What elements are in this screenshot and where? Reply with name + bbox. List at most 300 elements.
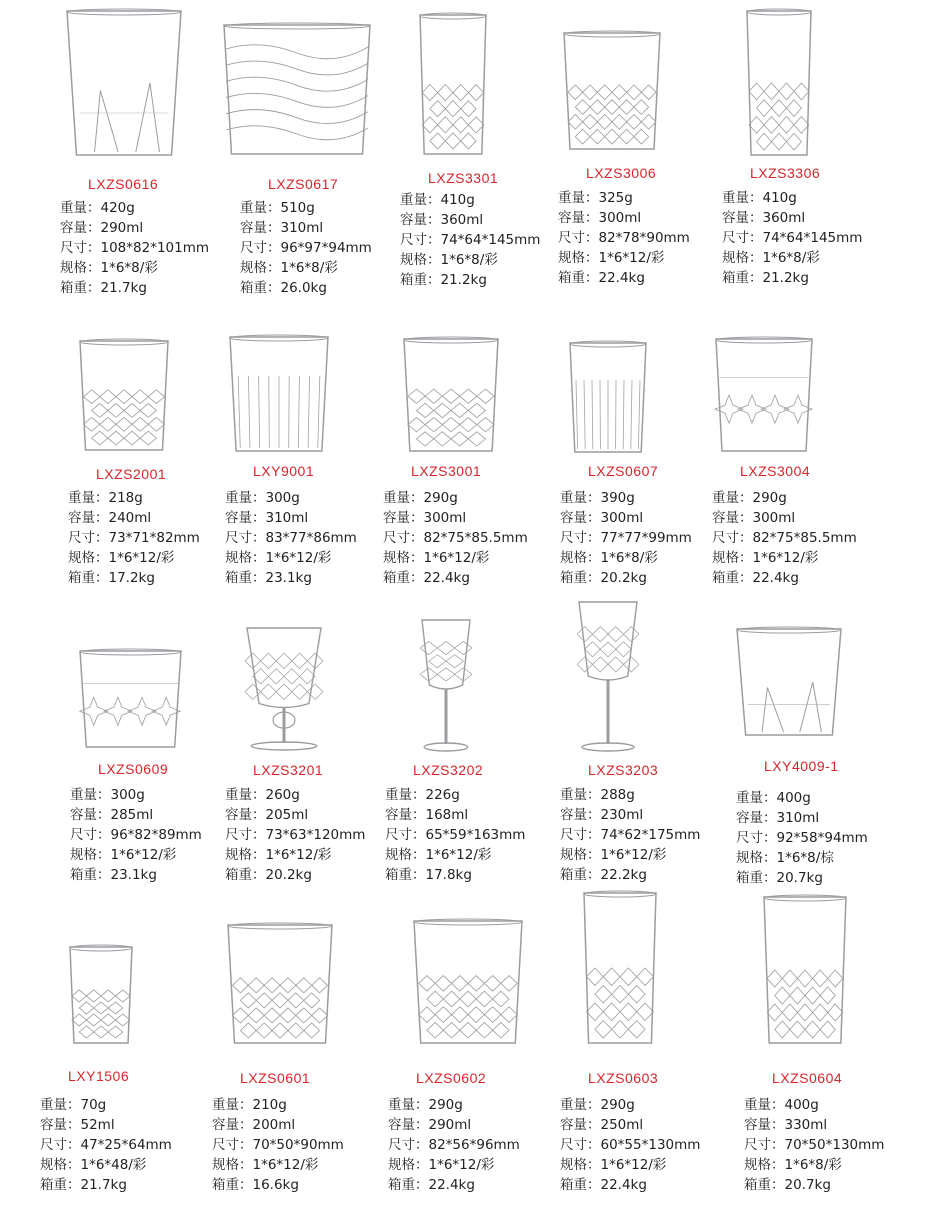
spec-value: 22.2kg	[600, 867, 647, 883]
spec-label: 规格：	[736, 850, 777, 866]
star-glass-image	[714, 336, 814, 454]
spec-label: 尺寸：	[558, 230, 599, 246]
spec-value: 1*6*8/棕	[776, 850, 834, 866]
product-code: LXZS0602	[416, 1070, 487, 1086]
spec-label: 重量：	[560, 490, 601, 506]
spec-pack	[744, 1155, 884, 1175]
diamond-glass-image	[562, 30, 662, 152]
spec-volume	[722, 208, 862, 228]
spec-label: 尺寸：	[68, 530, 109, 546]
spec-value: 290g	[600, 1097, 635, 1113]
spec-value: 210g	[252, 1097, 287, 1113]
spec-label: 规格：	[388, 1157, 429, 1173]
spec-label: 尺寸：	[40, 1137, 81, 1153]
spec-label: 重量：	[712, 490, 753, 506]
spec-value: 20.7kg	[784, 1177, 831, 1193]
spec-value: 218g	[108, 490, 143, 506]
product-code: LXY1506	[68, 1068, 130, 1084]
fluted-glass-image	[228, 334, 330, 454]
spec-list	[560, 1095, 700, 1195]
product-code: LXZS0604	[772, 1070, 843, 1086]
spec-label: 规格：	[385, 847, 426, 863]
spec-label: 尺寸：	[60, 240, 101, 256]
spec-label: 尺寸：	[385, 827, 426, 843]
spec-pack	[388, 1155, 520, 1175]
spec-list	[40, 1095, 172, 1195]
spec-carton	[225, 865, 365, 885]
spec-weight	[388, 1095, 520, 1115]
spec-size	[212, 1135, 344, 1155]
spec-label: 尺寸：	[225, 827, 266, 843]
spec-label: 箱重：	[558, 270, 599, 286]
spec-list	[744, 1095, 884, 1195]
spec-size	[400, 230, 540, 250]
spec-carton	[560, 865, 700, 885]
spec-value: 82*78*90mm	[598, 230, 690, 246]
spec-value: 1*6*12/彩	[752, 550, 819, 566]
spec-label: 尺寸：	[560, 1137, 601, 1153]
spec-label: 规格：	[400, 252, 441, 268]
product-code: LXZS2001	[96, 466, 167, 482]
spec-size	[60, 238, 209, 258]
spec-label: 重量：	[736, 790, 777, 806]
spec-label: 容量：	[70, 807, 111, 823]
spec-label: 重量：	[240, 200, 281, 216]
product-code: LXY9001	[253, 463, 315, 479]
wine-glass-image	[420, 618, 472, 752]
spec-value: 230ml	[600, 807, 644, 823]
spec-carton	[70, 865, 202, 885]
spec-carton	[225, 568, 357, 588]
spec-list	[722, 188, 862, 288]
spec-pack	[560, 548, 692, 568]
spec-label: 箱重：	[744, 1177, 785, 1193]
spec-list	[388, 1095, 520, 1195]
product-code: LXZS3203	[588, 762, 659, 778]
spec-carton	[712, 568, 857, 588]
product-code: LXZS0609	[98, 761, 169, 777]
spec-value: 74*62*175mm	[600, 827, 701, 843]
spec-size	[225, 825, 365, 845]
product-code: LXZS0603	[588, 1070, 659, 1086]
spec-list	[385, 785, 525, 885]
spec-pack	[560, 845, 700, 865]
spec-size	[560, 528, 692, 548]
spec-label: 规格：	[722, 250, 763, 266]
spec-list	[736, 788, 868, 888]
product-code: LXZS0607	[588, 463, 659, 479]
spec-label: 容量：	[385, 807, 426, 823]
spec-label: 箱重：	[225, 867, 266, 883]
spec-label: 容量：	[560, 1117, 601, 1133]
spec-list	[712, 488, 857, 588]
spec-label: 箱重：	[560, 867, 601, 883]
spec-list	[558, 188, 690, 288]
spec-label: 规格：	[240, 260, 281, 276]
spec-weight	[736, 788, 868, 808]
spec-value: 260g	[265, 787, 300, 803]
spec-value: 410g	[762, 190, 797, 206]
spec-value: 77*77*99mm	[600, 530, 692, 546]
spec-list	[240, 198, 372, 298]
spec-list	[225, 488, 357, 588]
spec-value: 21.2kg	[762, 270, 809, 286]
spec-label: 尺寸：	[736, 830, 777, 846]
spec-label: 容量：	[388, 1117, 429, 1133]
spec-weight	[560, 785, 700, 805]
spec-size	[736, 828, 868, 848]
spec-label: 规格：	[40, 1157, 81, 1173]
spec-label: 箱重：	[240, 280, 281, 296]
spec-label: 容量：	[558, 210, 599, 226]
spec-label: 容量：	[400, 212, 441, 228]
diamond-glass-image	[78, 338, 170, 453]
spec-weight	[383, 488, 528, 508]
spec-volume	[744, 1115, 884, 1135]
spec-carton	[558, 268, 690, 288]
fluted-glass-image	[568, 340, 648, 455]
spec-weight	[240, 198, 372, 218]
spec-label: 容量：	[560, 510, 601, 526]
spec-size	[722, 228, 862, 248]
spec-value: 400g	[784, 1097, 819, 1113]
spec-label: 重量：	[225, 787, 266, 803]
spec-label: 规格：	[383, 550, 424, 566]
spec-value: 22.4kg	[428, 1177, 475, 1193]
spec-value: 26.0kg	[280, 280, 327, 296]
spec-value: 70*50*130mm	[784, 1137, 885, 1153]
tall-diamond-glass-image	[762, 894, 848, 1046]
spec-label: 容量：	[240, 220, 281, 236]
spec-carton	[722, 268, 862, 288]
spec-value: 288g	[600, 787, 635, 803]
spec-value: 1*6*12/彩	[110, 847, 177, 863]
spec-size	[388, 1135, 520, 1155]
spec-label: 规格：	[560, 847, 601, 863]
product-code: LXZS3001	[411, 463, 482, 479]
spec-list	[68, 488, 200, 588]
spec-label: 尺寸：	[744, 1137, 785, 1153]
spec-label: 规格：	[212, 1157, 253, 1173]
tall-diamond-glass-image	[745, 8, 813, 158]
spec-label: 容量：	[225, 510, 266, 526]
spec-volume	[560, 1115, 700, 1135]
spec-value: 22.4kg	[752, 570, 799, 586]
spec-label: 容量：	[60, 220, 101, 236]
spec-value: 21.7kg	[80, 1177, 127, 1193]
spec-value: 74*64*145mm	[440, 232, 541, 248]
spec-value: 420g	[100, 200, 135, 216]
spec-value: 310ml	[776, 810, 820, 826]
spec-size	[712, 528, 857, 548]
spec-list	[225, 785, 365, 885]
spec-size	[225, 528, 357, 548]
spec-value: 300ml	[600, 510, 644, 526]
spec-label: 重量：	[388, 1097, 429, 1113]
spec-value: 20.2kg	[600, 570, 647, 586]
product-code: LXZS3202	[413, 762, 484, 778]
spec-weight	[560, 1095, 700, 1115]
spec-label: 规格：	[744, 1157, 785, 1173]
spec-pack	[400, 250, 540, 270]
spec-label: 重量：	[558, 190, 599, 206]
spec-value: 240ml	[108, 510, 152, 526]
spec-pack	[240, 258, 372, 278]
spec-value: 73*71*82mm	[108, 530, 200, 546]
spec-value: 96*97*94mm	[280, 240, 372, 256]
product-code: LXZS0616	[88, 176, 159, 192]
spec-value: 96*82*89mm	[110, 827, 202, 843]
spec-pack	[225, 548, 357, 568]
spec-weight	[68, 488, 200, 508]
spec-value: 47*25*64mm	[80, 1137, 172, 1153]
spec-value: 1*6*8/彩	[784, 1157, 842, 1173]
spec-size	[383, 528, 528, 548]
spec-value: 325g	[598, 190, 633, 206]
spec-pack	[712, 548, 857, 568]
diamond-glass-image	[226, 922, 334, 1046]
spec-volume	[560, 508, 692, 528]
spec-label: 重量：	[400, 192, 441, 208]
spec-value: 108*82*101mm	[100, 240, 210, 256]
spec-pack	[40, 1155, 172, 1175]
spec-weight	[212, 1095, 344, 1115]
wine-glass-image	[577, 600, 639, 752]
spec-size	[560, 825, 700, 845]
product-code: LXZS0617	[268, 176, 339, 192]
spec-volume	[388, 1115, 520, 1135]
spec-label: 重量：	[744, 1097, 785, 1113]
spec-label: 规格：	[558, 250, 599, 266]
spec-volume	[70, 805, 202, 825]
spec-pack	[60, 258, 209, 278]
spec-label: 尺寸：	[722, 230, 763, 246]
spec-value: 510g	[280, 200, 315, 216]
spec-label: 规格：	[225, 550, 266, 566]
spec-label: 箱重：	[736, 870, 777, 886]
spec-size	[385, 825, 525, 845]
spec-value: 22.4kg	[423, 570, 470, 586]
spec-volume	[712, 508, 857, 528]
spec-value: 92*58*94mm	[776, 830, 868, 846]
spec-carton	[68, 568, 200, 588]
spec-size	[70, 825, 202, 845]
spec-carton	[388, 1175, 520, 1195]
spec-value: 410g	[440, 192, 475, 208]
spec-value: 1*6*12/彩	[598, 250, 665, 266]
spec-carton	[560, 568, 692, 588]
spec-value: 290g	[423, 490, 458, 506]
spec-value: 1*6*12/彩	[600, 1157, 667, 1173]
spec-value: 21.2kg	[440, 272, 487, 288]
spec-weight	[400, 190, 540, 210]
spec-label: 重量：	[212, 1097, 253, 1113]
spec-value: 1*6*8/彩	[100, 260, 158, 276]
spec-carton	[60, 278, 209, 298]
spec-value: 20.2kg	[265, 867, 312, 883]
spec-label: 尺寸：	[70, 827, 111, 843]
spec-value: 290ml	[100, 220, 144, 236]
spec-label: 重量：	[383, 490, 424, 506]
spec-size	[68, 528, 200, 548]
spec-value: 1*6*12/彩	[265, 550, 332, 566]
spec-value: 400g	[776, 790, 811, 806]
spec-label: 箱重：	[560, 1177, 601, 1193]
spec-label: 重量：	[385, 787, 426, 803]
rock-glass-image	[735, 626, 843, 738]
spec-label: 尺寸：	[560, 530, 601, 546]
spec-weight	[60, 198, 209, 218]
spec-volume	[736, 808, 868, 828]
spec-value: 226g	[425, 787, 460, 803]
spec-size	[40, 1135, 172, 1155]
spec-volume	[212, 1115, 344, 1135]
spec-value: 310ml	[265, 510, 309, 526]
spec-value: 82*75*85.5mm	[752, 530, 857, 546]
spec-value: 250ml	[600, 1117, 644, 1133]
spec-value: 1*6*8/彩	[280, 260, 338, 276]
spec-value: 16.6kg	[252, 1177, 299, 1193]
spec-label: 容量：	[722, 210, 763, 226]
spec-list	[400, 190, 540, 290]
spec-label: 箱重：	[212, 1177, 253, 1193]
spec-label: 箱重：	[68, 570, 109, 586]
rock-glass-image	[65, 8, 183, 158]
product-code: LXZS3301	[428, 170, 499, 186]
spec-value: 1*6*8/彩	[600, 550, 658, 566]
spec-value: 1*6*8/彩	[762, 250, 820, 266]
spec-list	[70, 785, 202, 885]
spec-carton	[383, 568, 528, 588]
spec-label: 尺寸：	[212, 1137, 253, 1153]
spec-value: 73*63*120mm	[265, 827, 366, 843]
spec-label: 箱重：	[385, 867, 426, 883]
spec-label: 规格：	[225, 847, 266, 863]
spec-label: 箱重：	[712, 570, 753, 586]
spec-value: 360ml	[440, 212, 484, 228]
spec-label: 尺寸：	[383, 530, 424, 546]
spec-value: 300ml	[598, 210, 642, 226]
product-code: LXY4009-1	[764, 758, 839, 774]
spec-value: 200ml	[252, 1117, 296, 1133]
spec-value: 168ml	[425, 807, 469, 823]
spec-label: 重量：	[225, 490, 266, 506]
spec-value: 22.4kg	[598, 270, 645, 286]
spec-pack	[68, 548, 200, 568]
spec-value: 70g	[80, 1097, 107, 1113]
spec-value: 22.4kg	[600, 1177, 647, 1193]
spec-value: 82*56*96mm	[428, 1137, 520, 1153]
spec-volume	[558, 208, 690, 228]
spec-label: 容量：	[40, 1117, 81, 1133]
goblet-glass-image	[245, 626, 323, 751]
spec-label: 箱重：	[70, 867, 111, 883]
spec-value: 20.7kg	[776, 870, 823, 886]
spec-volume	[68, 508, 200, 528]
spec-value: 360ml	[762, 210, 806, 226]
spec-weight	[722, 188, 862, 208]
spec-volume	[40, 1115, 172, 1135]
spec-label: 尺寸：	[225, 530, 266, 546]
spec-label: 箱重：	[400, 272, 441, 288]
spec-list	[560, 785, 700, 885]
spec-value: 330ml	[784, 1117, 828, 1133]
spec-value: 300g	[265, 490, 300, 506]
star-glass-image	[78, 648, 183, 750]
spec-size	[744, 1135, 884, 1155]
spec-label: 容量：	[68, 510, 109, 526]
spec-weight	[225, 488, 357, 508]
spec-carton	[400, 270, 540, 290]
tall-diamond-glass-image	[418, 12, 488, 157]
spec-label: 重量：	[560, 787, 601, 803]
spec-size	[558, 228, 690, 248]
spec-value: 83*77*86mm	[265, 530, 357, 546]
spec-label: 箱重：	[388, 1177, 429, 1193]
spec-value: 1*6*12/彩	[265, 847, 332, 863]
spec-value: 17.8kg	[425, 867, 472, 883]
spec-carton	[560, 1175, 700, 1195]
spec-weight	[560, 488, 692, 508]
spec-weight	[40, 1095, 172, 1115]
spec-pack	[736, 848, 868, 868]
spec-label: 容量：	[712, 510, 753, 526]
spec-volume	[60, 218, 209, 238]
spec-label: 规格：	[560, 1157, 601, 1173]
spec-label: 尺寸：	[400, 232, 441, 248]
spec-label: 尺寸：	[240, 240, 281, 256]
spec-pack	[722, 248, 862, 268]
spec-volume	[225, 508, 357, 528]
spec-pack	[560, 1155, 700, 1175]
spec-label: 重量：	[40, 1097, 81, 1113]
spec-weight	[558, 188, 690, 208]
spec-pack	[383, 548, 528, 568]
spec-value: 1*6*8/彩	[440, 252, 498, 268]
spec-value: 82*75*85.5mm	[423, 530, 528, 546]
spec-label: 规格：	[60, 260, 101, 276]
spec-value: 65*59*163mm	[425, 827, 526, 843]
spec-volume	[225, 805, 365, 825]
spec-value: 310ml	[280, 220, 324, 236]
spec-value: 74*64*145mm	[762, 230, 863, 246]
spec-pack	[70, 845, 202, 865]
spec-value: 390g	[600, 490, 635, 506]
spec-value: 52ml	[80, 1117, 115, 1133]
spec-value: 23.1kg	[110, 867, 157, 883]
spec-weight	[225, 785, 365, 805]
spec-value: 1*6*12/彩	[425, 847, 492, 863]
spec-weight	[712, 488, 857, 508]
crumple-glass-image	[222, 22, 372, 157]
product-code: LXZS3306	[750, 165, 821, 181]
spec-label: 尺寸：	[388, 1137, 429, 1153]
spec-pack	[385, 845, 525, 865]
spec-label: 规格：	[560, 550, 601, 566]
spec-value: 23.1kg	[265, 570, 312, 586]
spec-value: 285ml	[110, 807, 154, 823]
spec-carton	[385, 865, 525, 885]
spec-value: 290g	[752, 490, 787, 506]
spec-volume	[560, 805, 700, 825]
spec-value: 300ml	[752, 510, 796, 526]
spec-list	[560, 488, 692, 588]
spec-label: 规格：	[712, 550, 753, 566]
spec-label: 尺寸：	[560, 827, 601, 843]
spec-carton	[736, 868, 868, 888]
spec-value: 60*55*130mm	[600, 1137, 701, 1153]
spec-value: 21.7kg	[100, 280, 147, 296]
